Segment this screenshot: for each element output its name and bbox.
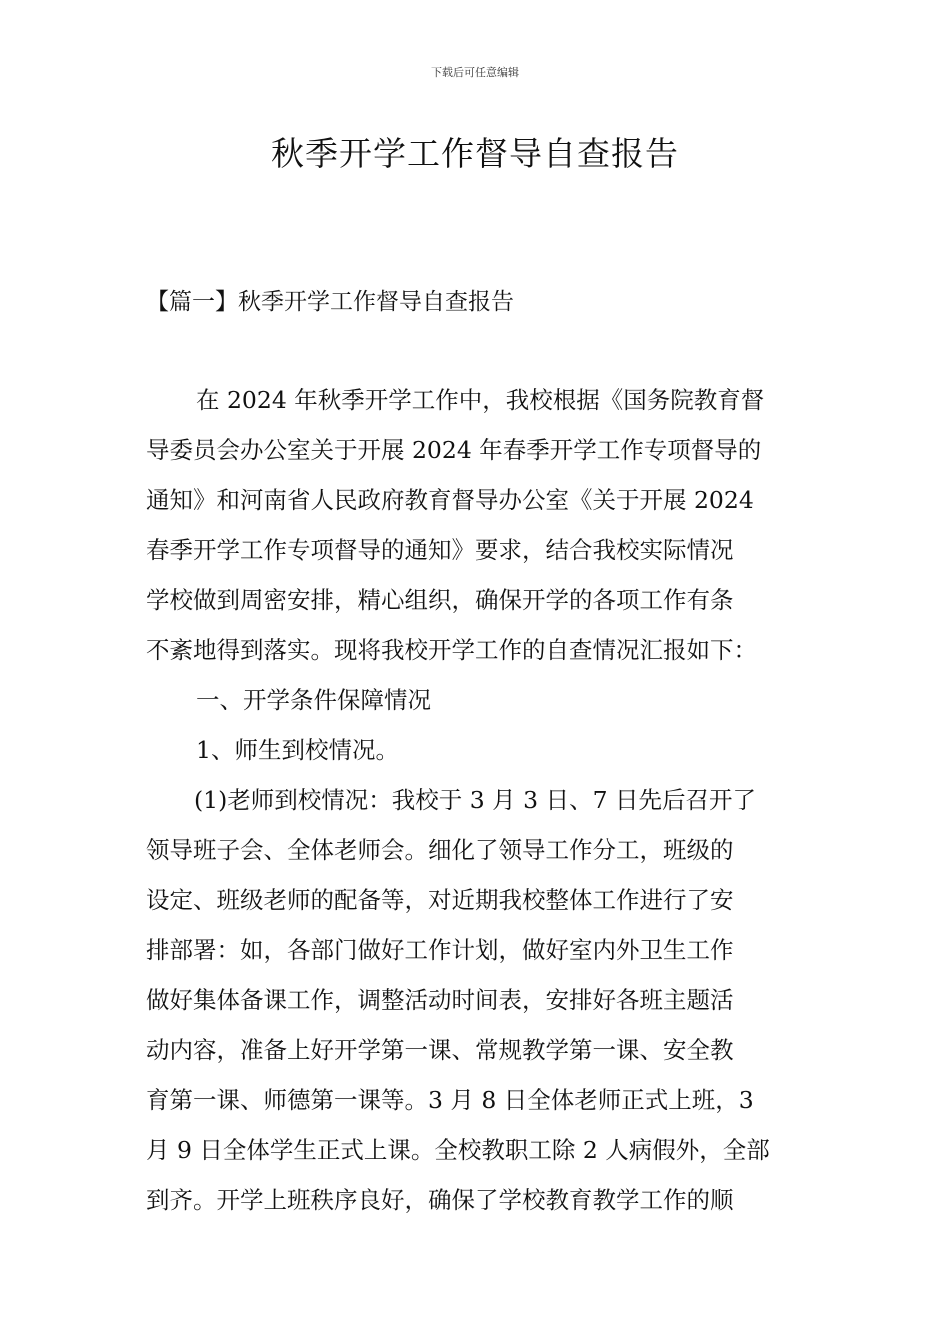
paragraph-line: 育第一课、师德第一课等。3 月 8 日全体老师正式上班，3 — [146, 1086, 754, 1114]
paragraph-line: 学校做到周密安排，精心组织，确保开学的各项工作有条 — [146, 586, 734, 614]
paragraph-line: 设定、班级老师的配备等，对近期我校整体工作进行了安 — [146, 886, 734, 914]
paragraph-line: 月 9 日全体学生正式上课。全校教职工除 2 人病假外，全部 — [146, 1136, 770, 1164]
document-title: 秋季开学工作督导自查报告 — [271, 134, 679, 173]
paragraph-line: 不紊地得到落实。现将我校开学工作的自查情况汇报如下： — [146, 636, 757, 664]
section-heading: 【篇一】秋季开学工作督导自查报告 — [146, 289, 514, 315]
paragraph-line: 做好集体备课工作，调整活动时间表，安排好各班主题活 — [146, 986, 734, 1014]
paragraph-line: 到齐。开学上班秩序良好，确保了学校教育教学工作的顺 — [146, 1186, 734, 1214]
paragraph-line: 在 2024 年秋季开学工作中，我校根据《国务院教育督 — [196, 386, 765, 414]
paragraph-line: (1)老师到校情况：我校于 3 月 3 日、7 日先后召开了 — [194, 786, 756, 814]
subsection-heading: 一、开学条件保障情况 — [196, 686, 431, 714]
paragraph-line: 春季开学工作专项督导的通知》要求，结合我校实际情况 — [146, 536, 734, 564]
paragraph-line: 动内容，准备上好开学第一课、常规教学第一课、安全教 — [146, 1036, 734, 1064]
paragraph-line: 导委员会办公室关于开展 2024 年春季开学工作专项督导的 — [146, 436, 762, 464]
subsection-heading: 1、师生到校情况。 — [196, 736, 399, 764]
paragraph-line: 领导班子会、全体老师会。细化了领导工作分工，班级的 — [146, 836, 734, 864]
paragraph-line: 排部署：如，各部门做好工作计划，做好室内外卫生工作 — [146, 936, 734, 964]
body-text — [146, 377, 808, 1227]
header-note: 下载后可任意编辑 — [431, 66, 519, 79]
paragraph-line: 通知》和河南省人民政府教育督导办公室《关于开展 2024 — [146, 486, 754, 514]
